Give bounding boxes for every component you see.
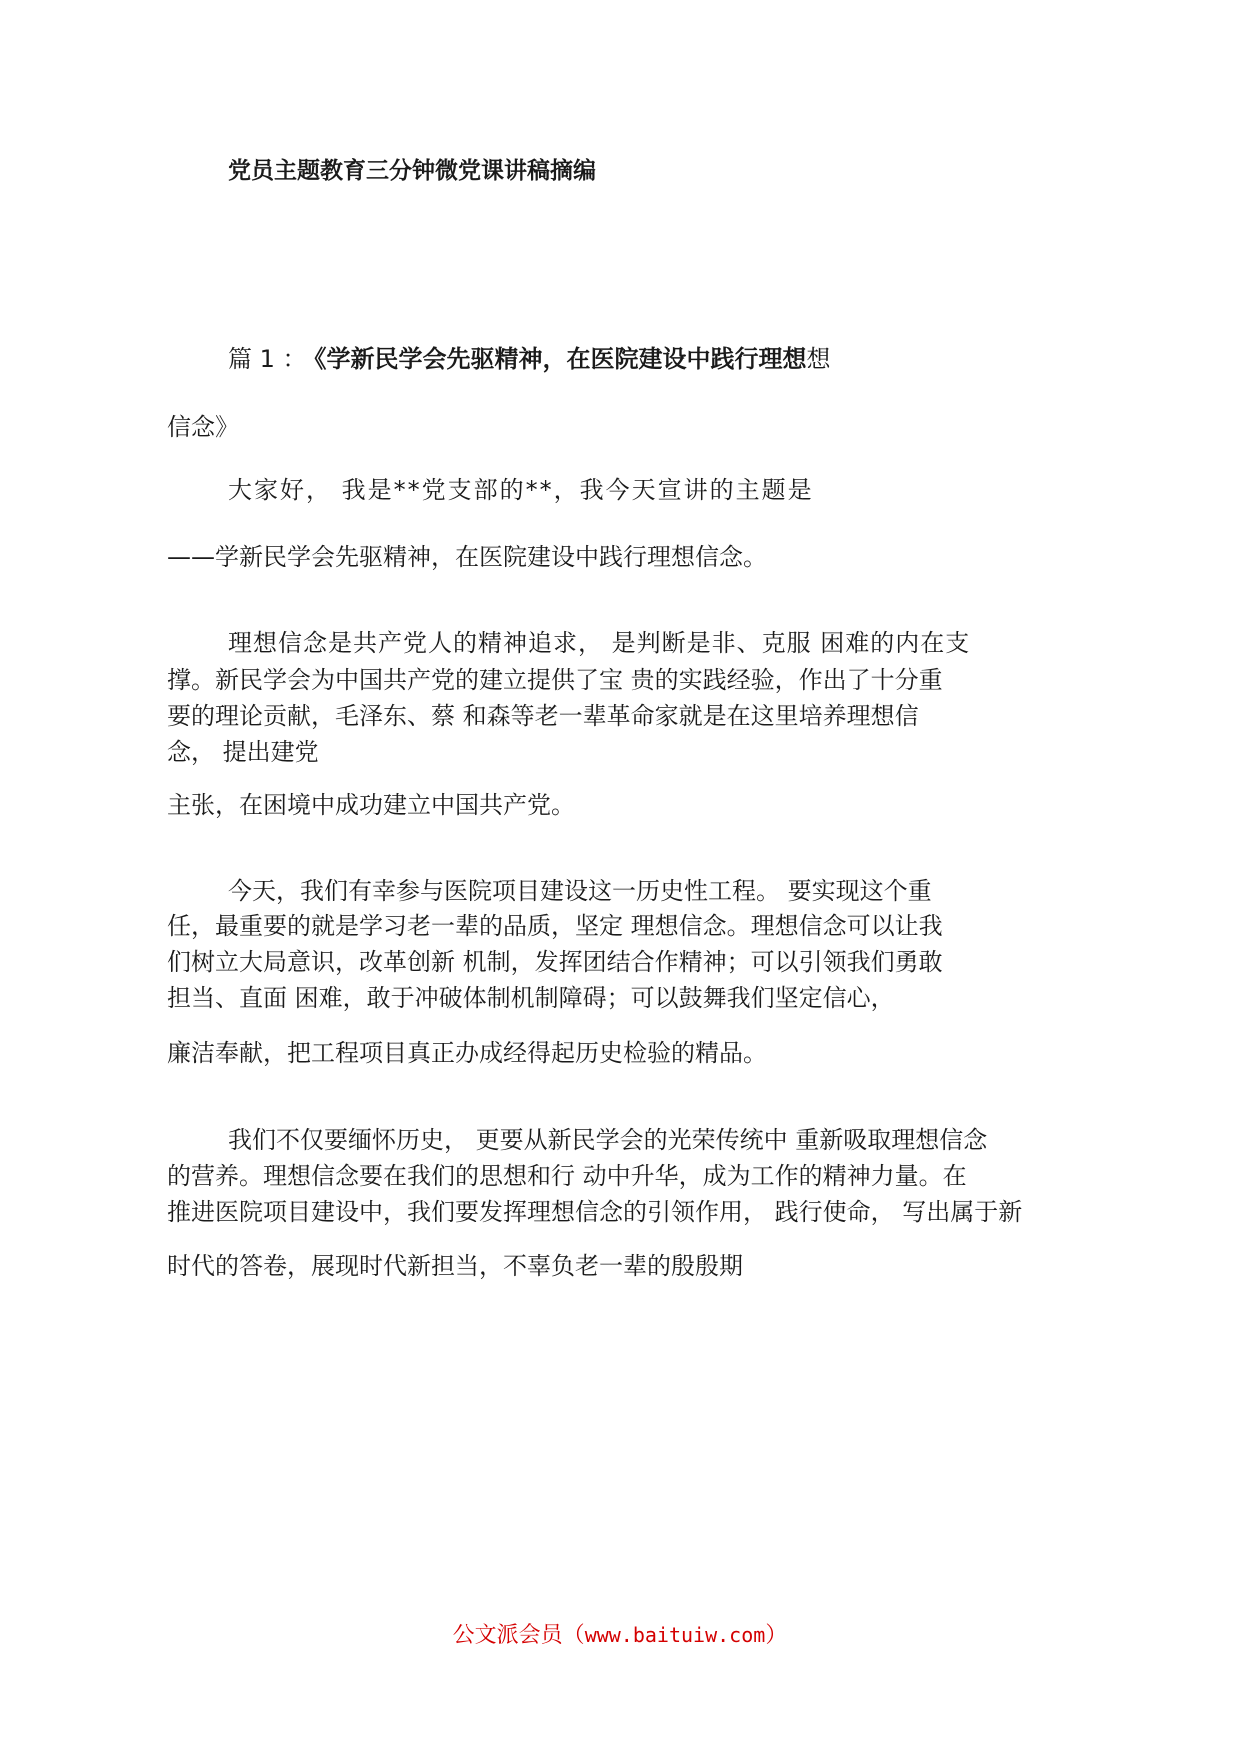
footer-watermark bbox=[0, 1618, 1240, 1649]
para3-line-4: 时代的答卷，展现时代新担当，不辜负老一辈的殷殷期 bbox=[167, 1252, 743, 1280]
chapter-heading-tail: 想 bbox=[806, 345, 831, 373]
document-title: 党员主题教育三分钟微党课讲稿摘编 bbox=[228, 158, 596, 184]
intro-line-1: 大家好， 我是**党支部的**，我今天宣讲的主题是 bbox=[228, 476, 814, 504]
para3-line-1: 我们不仅要缅怀历史， 更要从新民学会的光荣传统中 重新吸取理想信念 bbox=[228, 1126, 988, 1154]
para3-line-2: 的营养。理想信念要在我们的思想和行 动中升华，成为工作的精神力量。在 bbox=[167, 1162, 967, 1190]
para2-line-1: 今天，我们有幸参与医院项目建设这一历史性工程。 要实现这个重 bbox=[228, 877, 932, 905]
para1-line-4: 念， 提出建党 bbox=[167, 738, 319, 766]
footer-url[interactable]: www.baituiw.com bbox=[584, 1623, 766, 1647]
para1-line-2: 撑。新民学会为中国共产党的建立提供了宝 贵的实践经验，作出了十分重 bbox=[167, 666, 943, 694]
intro-line-2: ——学新民学会先驱精神，在医院建设中践行理想信念。 bbox=[167, 543, 767, 571]
para2-line-4: 担当、直面 困难，敢于冲破体制机制障碍；可以鼓舞我们坚定信心， bbox=[167, 984, 895, 1012]
para2-line-3: 们树立大局意识，改革创新 机制，发挥团结合作精神；可以引领我们勇敢 bbox=[167, 948, 943, 976]
chapter-label: 篇 1 ： bbox=[228, 345, 307, 373]
chapter-heading-line-1 bbox=[228, 343, 831, 375]
para2-line-5: 廉洁奉献，把工程项目真正办成经得起历史检验的精品。 bbox=[167, 1039, 767, 1067]
footer-brand: 公文派会员 bbox=[452, 1623, 563, 1648]
para3-line-3: 推进医院项目建设中，我们要发挥理想信念的引领作用， 践行使命， 写出属于新 bbox=[167, 1198, 1023, 1226]
chapter-heading-line-2: 信念》 bbox=[167, 413, 239, 441]
para1-line-3: 要的理论贡献，毛泽东、蔡 和森等老一辈革命家就是在这里培养理想信 bbox=[167, 702, 919, 730]
para2-line-2: 任，最重要的就是学习老一辈的品质，坚定 理想信念。理想信念可以让我 bbox=[167, 912, 943, 940]
footer-paren-open: （ bbox=[562, 1623, 585, 1648]
chapter-heading-text: 《学新民学会先驱精神，在医院建设中践行理想 bbox=[314, 345, 807, 373]
para1-line-1: 理想信念是共产党人的精神追求， 是判断是非、克服 困难的内在支 bbox=[228, 629, 971, 657]
footer-paren-close: ） bbox=[765, 1623, 788, 1648]
para1-line-5: 主张，在困境中成功建立中国共产党。 bbox=[167, 791, 575, 819]
